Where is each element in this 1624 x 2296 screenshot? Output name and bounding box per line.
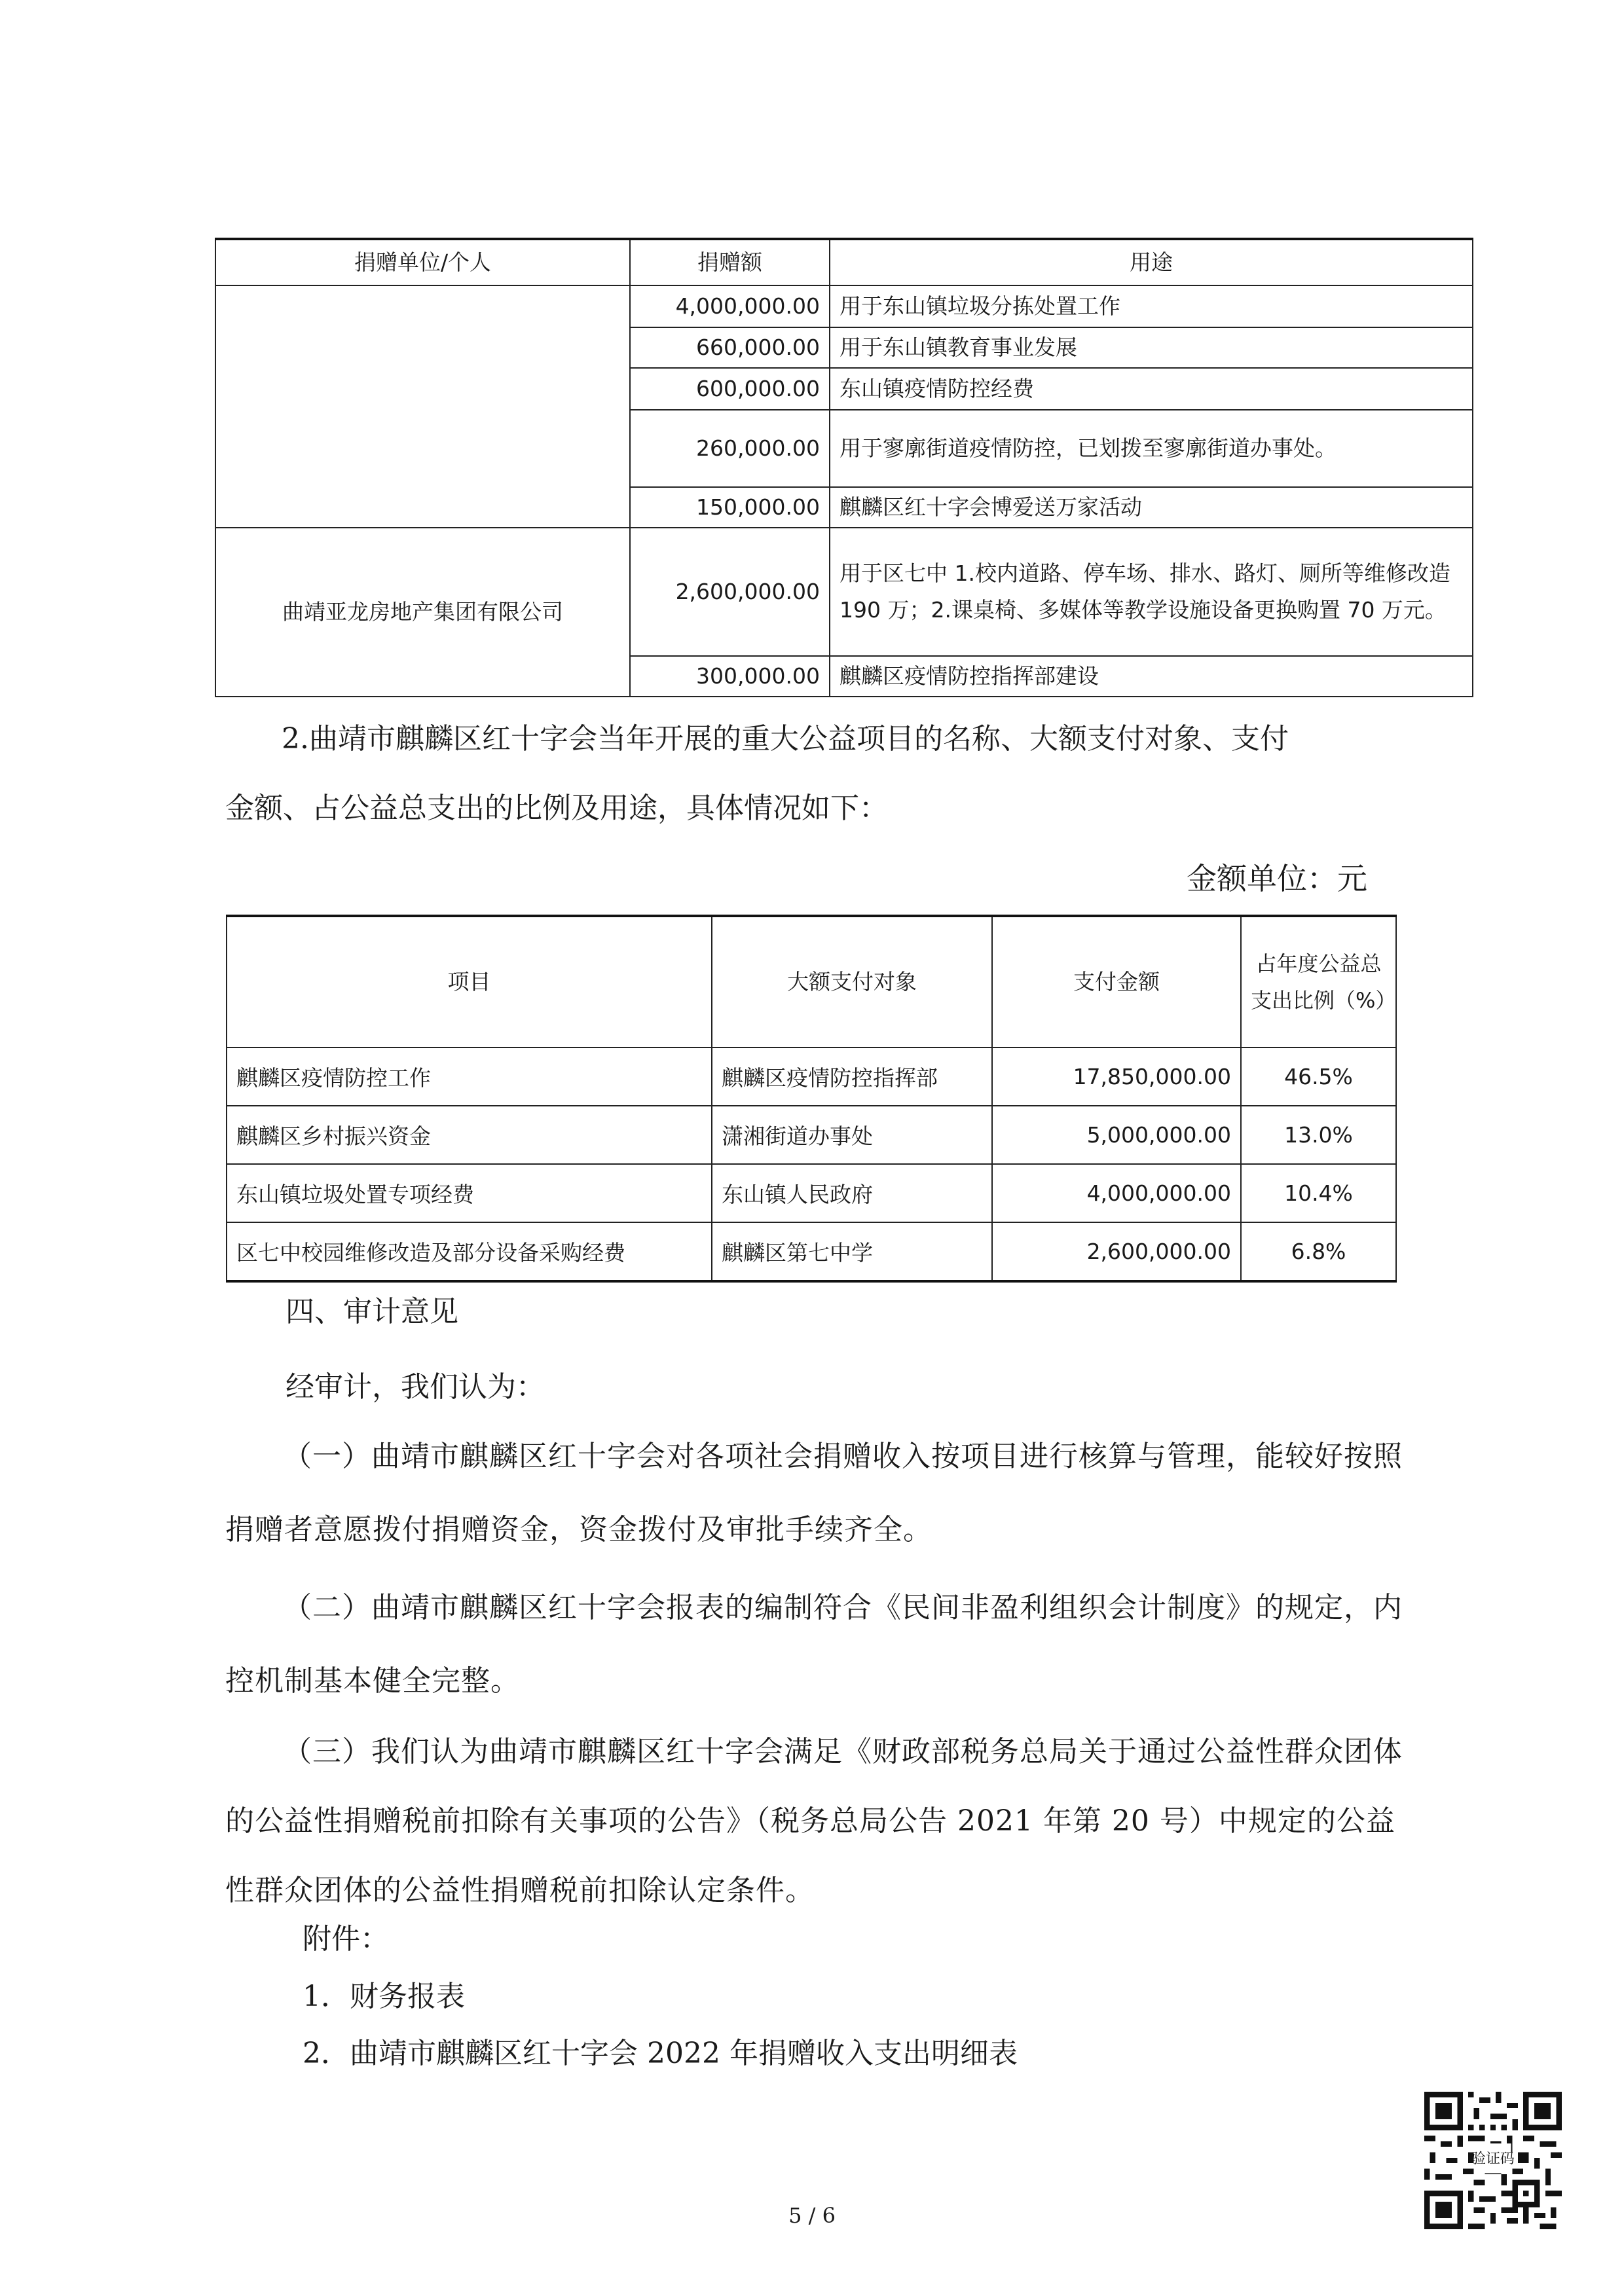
table-row: [215, 528, 1473, 656]
donor-cell: 曲靖亚龙房地产集团有限公司: [215, 528, 630, 697]
opinion-paragraph-1: （一）曲靖市麒麟区红十字会对各项社会捐赠收入按项目进行核算与管理，能较好按照捐赠者意愿拨付捐赠资金，资金拨付及审批手续齐全。: [225, 1440, 1403, 1546]
table-header-row: [215, 239, 1473, 285]
amount-cell: 4,000,000.00: [630, 285, 830, 327]
page-number: 5 / 6: [788, 2203, 836, 2228]
project-cell: 麒麟区疫情防控工作: [227, 1048, 712, 1106]
ratio-cell: 13.0%: [1241, 1106, 1396, 1164]
amount-unit: 金额单位：元: [1187, 861, 1367, 896]
major-projects-table: [226, 915, 1397, 1283]
opinion-paragraph-3: （三）我们认为曲靖市麒麟区红十字会满足《财政部税务总局关于通过公益性群众团体的公益性捐赠税前扣除有关事项的公告》（税务总局公告 2021 年第 20 号）中规定的公益性群众团体的公益性捐赠税前扣除认定条件。: [225, 1735, 1403, 1907]
column-header: 支付金额: [992, 916, 1241, 1048]
amount-cell: 300,000.00: [630, 656, 830, 697]
amount-cell: 600,000.00: [630, 368, 830, 410]
payee-cell: 麒麟区第七中学: [712, 1222, 992, 1281]
project-cell: 区七中校园维修改造及部分设备采购经费: [227, 1222, 712, 1281]
payee-cell: 麒麟区疫情防控指挥部: [712, 1048, 992, 1106]
section2-line1: 2.曲靖市麒麟区红十字会当年开展的重大公益项目的名称、大额支付对象、支付: [282, 722, 1289, 756]
qr-caption: 验证码: [1471, 2151, 1515, 2168]
ratio-cell: 46.5%: [1241, 1048, 1396, 1106]
opinion-intro: 经审计，我们认为：: [286, 1370, 545, 1404]
use-cell: 用于寥廓街道疫情防控，已划拨至寥廓街道办事处。: [830, 410, 1473, 487]
table-header-row: [227, 916, 1396, 1048]
project-cell: 麒麟区乡村振兴资金: [227, 1106, 712, 1164]
section2-line2: 金额、占公益总支出的比例及用途，具体情况如下：: [225, 792, 888, 825]
table-row: [227, 1106, 1396, 1164]
use-cell: 用于区七中 1.校内道路、停车场、排水、路灯、厕所等维修改造 190 万；2.课桌椅、多媒体等教学设施设备更换购置 70 万元。: [830, 528, 1473, 656]
attachment-item: 2．曲靖市麒麟区红十字会 2022 年捐赠收入支出明细表: [303, 2037, 1018, 2070]
ratio-cell: 10.4%: [1241, 1164, 1396, 1222]
use-cell: 用于东山镇垃圾分拣处置工作: [830, 285, 1473, 327]
column-header: 用途: [830, 239, 1473, 285]
column-header: 占年度公益总支出比例（%）: [1241, 916, 1396, 1048]
amount-cell: 2,600,000.00: [630, 528, 830, 656]
amount-cell: 260,000.00: [630, 410, 830, 487]
amount-cell: 150,000.00: [630, 487, 830, 528]
amount-cell: 17,850,000.00: [992, 1048, 1241, 1106]
ratio-cell: 6.8%: [1241, 1222, 1396, 1281]
column-header: 项目: [227, 916, 712, 1048]
table-row: [227, 1048, 1396, 1106]
amount-cell: 660,000.00: [630, 327, 830, 368]
table-row: [227, 1222, 1396, 1281]
use-cell: 东山镇疫情防控经费: [830, 368, 1473, 410]
verification-qr-code: [1424, 2092, 1562, 2229]
opinion-paragraph-2: （二）曲靖市麒麟区红十字会报表的编制符合《民间非盈利组织会计制度》的规定，内控机制基本健全完整。: [225, 1591, 1403, 1698]
project-cell: 东山镇垃圾处置专项经费: [227, 1164, 712, 1222]
amount-cell: 5,000,000.00: [992, 1106, 1241, 1164]
column-header: 大额支付对象: [712, 916, 992, 1048]
payee-cell: 潇湘街道办事处: [712, 1106, 992, 1164]
use-cell: 麒麟区疫情防控指挥部建设: [830, 656, 1473, 697]
opinion-heading: 四、审计意见: [286, 1295, 458, 1328]
use-cell: 麒麟区红十字会博爱送万家活动: [830, 487, 1473, 528]
table-row: [227, 1164, 1396, 1222]
payee-cell: 东山镇人民政府: [712, 1164, 992, 1222]
attachment-item: 1．财务报表: [303, 1980, 465, 2013]
donor-cell: [215, 285, 630, 528]
use-cell: 用于东山镇教育事业发展: [830, 327, 1473, 368]
table-row: [215, 285, 1473, 327]
column-header: 捐赠额: [630, 239, 830, 285]
amount-cell: 4,000,000.00: [992, 1164, 1241, 1222]
attachments-label: 附件：: [303, 1922, 389, 1956]
amount-cell: 2,600,000.00: [992, 1222, 1241, 1281]
column-header: 捐赠单位/个人: [215, 239, 630, 285]
donation-table: [215, 238, 1473, 697]
